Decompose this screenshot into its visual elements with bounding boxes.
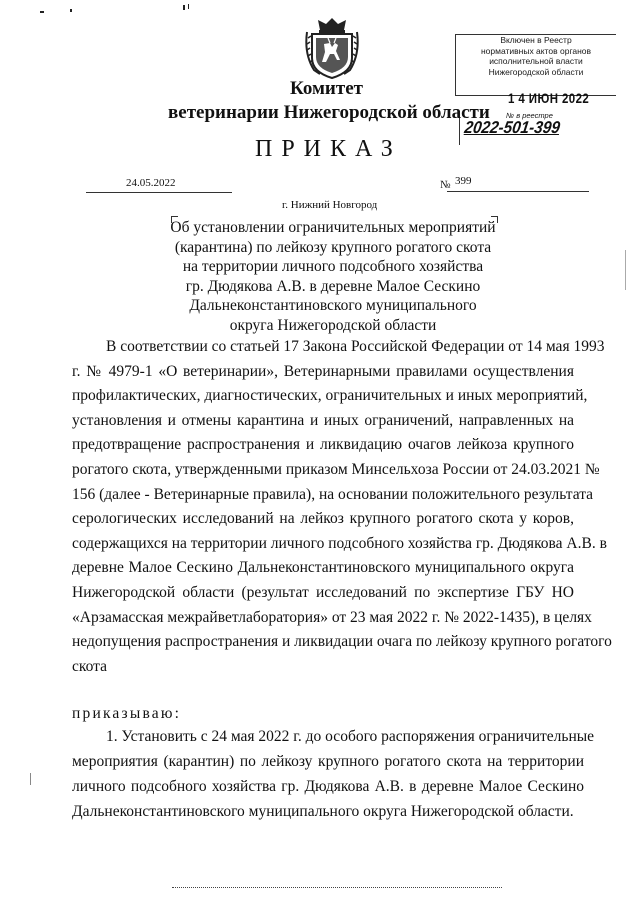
body-line: «Арзамасская межрайветлаборатория» от 23 мая 2022 г. № 2022-1435), в целях: [72, 608, 592, 626]
body-line: содержащихся на территории личного подсобного хозяйства гр. Дюдякова А.В. в: [72, 534, 607, 552]
scan-mark: [625, 250, 626, 290]
body-line: недопущения распространения и ликвидации очага по лейкозу крупного рогатого: [72, 633, 612, 651]
page-bottom-rule: [172, 887, 502, 888]
scan-mark: [30, 773, 31, 785]
body-line: г. № 4979-1 «О ветеринарии», Ветеринарными правилами осуществления: [72, 362, 574, 380]
item-line: личного подсобного хозяйства гр. Дюдякова А.В. в деревне Малое Сескино: [72, 778, 584, 795]
item-line: 1. Установить с 24 мая 2022 г. до особого распоряжения ограничительные: [106, 728, 595, 745]
scan-mark: [188, 4, 189, 9]
body-line: деревне Малое Сескино Дальнеконстантиновского муниципального округа: [72, 559, 574, 577]
scan-mark: [183, 5, 185, 10]
number-underline: [447, 191, 589, 192]
title-line: на территории личного подсобного хозяйства: [182, 258, 484, 275]
date-underline: [86, 192, 232, 193]
title-line: гр. Дюдякова А.В. в деревне Малое Сескино: [185, 277, 481, 295]
body-line: рогатого скота, утвержденными приказом Минсельхоза России от 24.03.2021 №: [72, 460, 600, 478]
body-line: скота: [72, 657, 108, 675]
title-line: (карантина) по лейкозу крупного рогатого скота: [174, 238, 492, 256]
registry-stamp: [455, 34, 616, 96]
document-number: 399: [455, 175, 472, 187]
scan-mark: [70, 9, 72, 12]
title-line: Дальнеконстантиновского муниципального: [189, 297, 477, 314]
org-name-line2: ветеринарии Нижегородской области: [168, 102, 490, 123]
decree-item-1: [72, 724, 595, 824]
coat-of-arms-icon: [304, 14, 360, 80]
body-line: В соответствии со статьей 17 Закона Российской Федерации от 14 мая 1993: [106, 338, 605, 355]
document-date: 24.05.2022: [126, 177, 176, 189]
item-line: Дальнеконстантиновского муниципального округа Нижегородской области.: [72, 803, 574, 820]
body-line: профилактических, диагностических, ограничительных и иных мероприятий,: [72, 387, 588, 405]
body-line: Нижегородской области (результат исследований по экспертизе ГБУ НО: [72, 583, 574, 601]
stamp-date: 1 4 ИЮН 2022: [508, 90, 590, 106]
scan-mark: [40, 11, 44, 13]
document-number-label: №: [440, 179, 451, 191]
document-type: ПРИКАЗ: [255, 136, 402, 162]
title-line: округа Нижегородской области: [229, 316, 437, 334]
stamp-line: Нижегородской области: [488, 66, 584, 77]
decree-word: приказываю:: [72, 705, 182, 722]
body-line: установления и отмены карантина и иных ограничений, направленных на: [72, 411, 574, 429]
stamp-reg-label: № в реестре: [506, 111, 553, 120]
preamble-paragraph: [72, 335, 612, 679]
stamp-line: исполнительной власти: [489, 56, 583, 66]
item-line: мероприятия (карантин) по лейкозу крупного рогатого скота на территории: [72, 753, 584, 770]
document-city: г. Нижний Новгород: [282, 199, 378, 211]
body-line: 156 (далее - Ветеринарные правила), на основании положительного результата: [72, 485, 594, 503]
document-title: [150, 218, 516, 335]
org-name-line1: Комитет: [290, 78, 363, 99]
title-line: Об установлении ограничительных мероприятий: [170, 219, 496, 236]
body-line: серологических исследований на лейкоз крупного рогатого скота у коров,: [72, 510, 574, 528]
stamp-reg-number: 2022-501-399: [463, 118, 562, 137]
body-line: предотвращение распространения и ликвидацию очагов лейкоза крупного: [72, 436, 574, 454]
stamp-line: нормативных актов органов: [480, 45, 592, 56]
stamp-line: Включен в Реестр: [500, 35, 572, 45]
